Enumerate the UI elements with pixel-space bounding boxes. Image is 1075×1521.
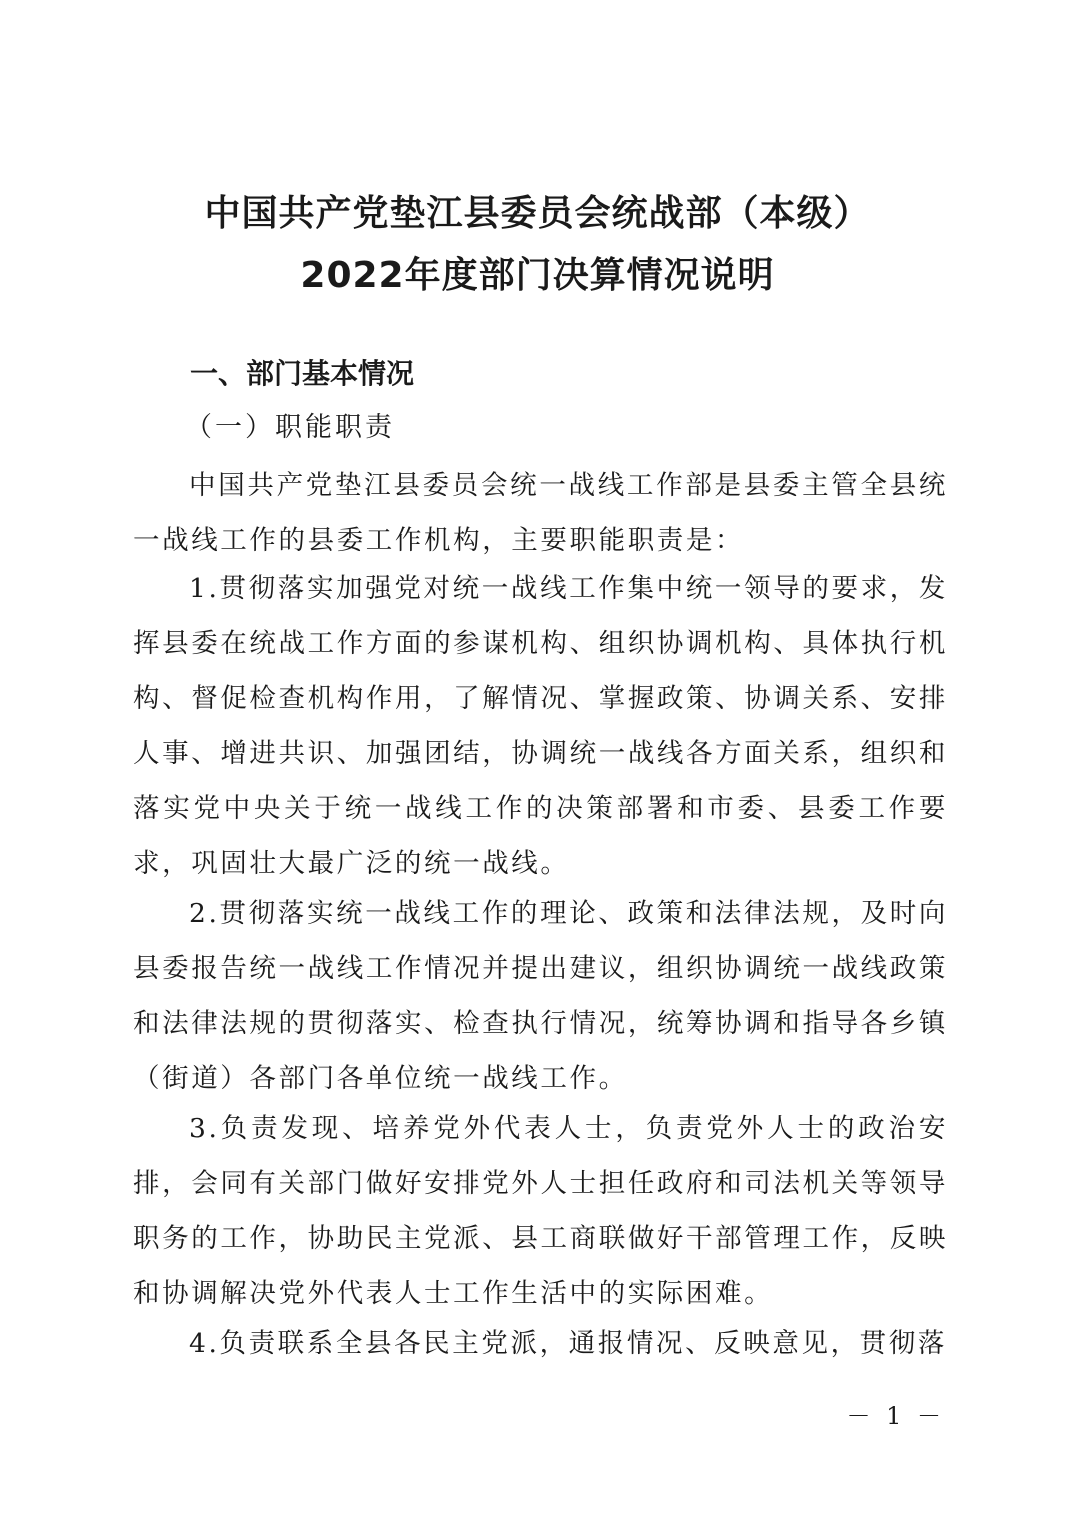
paragraph-duty-4: 4.负责联系全县各民主党派，通报情况、反映意见，贯彻落 bbox=[189, 1328, 947, 1359]
paragraph-duty-3: 3.负责发现、培养党外代表人士，负责党外人士的政治安排，会同有关部门做好安排党外人士担任政府和司法机关等领导职务的工作，协助民主党派、县工商联做好干部管理工作，反映和协调解决党外代表人士工作生活中的实际困难。 bbox=[133, 1113, 948, 1309]
page-number: － 1 － bbox=[846, 1402, 945, 1430]
title-line-1: 中国共产党垫江县委员会统战部（本级） bbox=[204, 193, 871, 234]
section-heading: 一、部门基本情况 bbox=[190, 357, 415, 390]
subsection-heading: （一）职能职责 bbox=[185, 412, 395, 443]
title-line-2: 2022年度部门决算情况说明 bbox=[300, 255, 775, 296]
paragraph-duty-1: 1.贯彻落实加强党对统一战线工作集中统一领导的要求，发挥县委在统战工作方面的参谋机构、组织协调机构、具体执行机构、督促检查机构作用，了解情况、掌握政策、协调关系、安排人事、增进共识、加强团结，协调统一战线各方面关系，组织和落实党中央关于统一战线工作的决策部署和市委、县委工作要求，巩固壮大最广泛的统一战线。 bbox=[133, 573, 948, 879]
document-title bbox=[0, 183, 1075, 307]
paragraph-intro: 中国共产党垫江县委员会统一战线工作部是县委主管全县统一战线工作的县委工作机构，主要职能职责是： bbox=[133, 470, 948, 556]
paragraph-duty-2: 2.贯彻落实统一战线工作的理论、政策和法律法规，及时向县委报告统一战线工作情况并提出建议，组织协调统一战线政策和法律法规的贯彻落实、检查执行情况，统筹协调和指导各乡镇（街道）各部门各单位统一战线工作。 bbox=[133, 898, 948, 1094]
